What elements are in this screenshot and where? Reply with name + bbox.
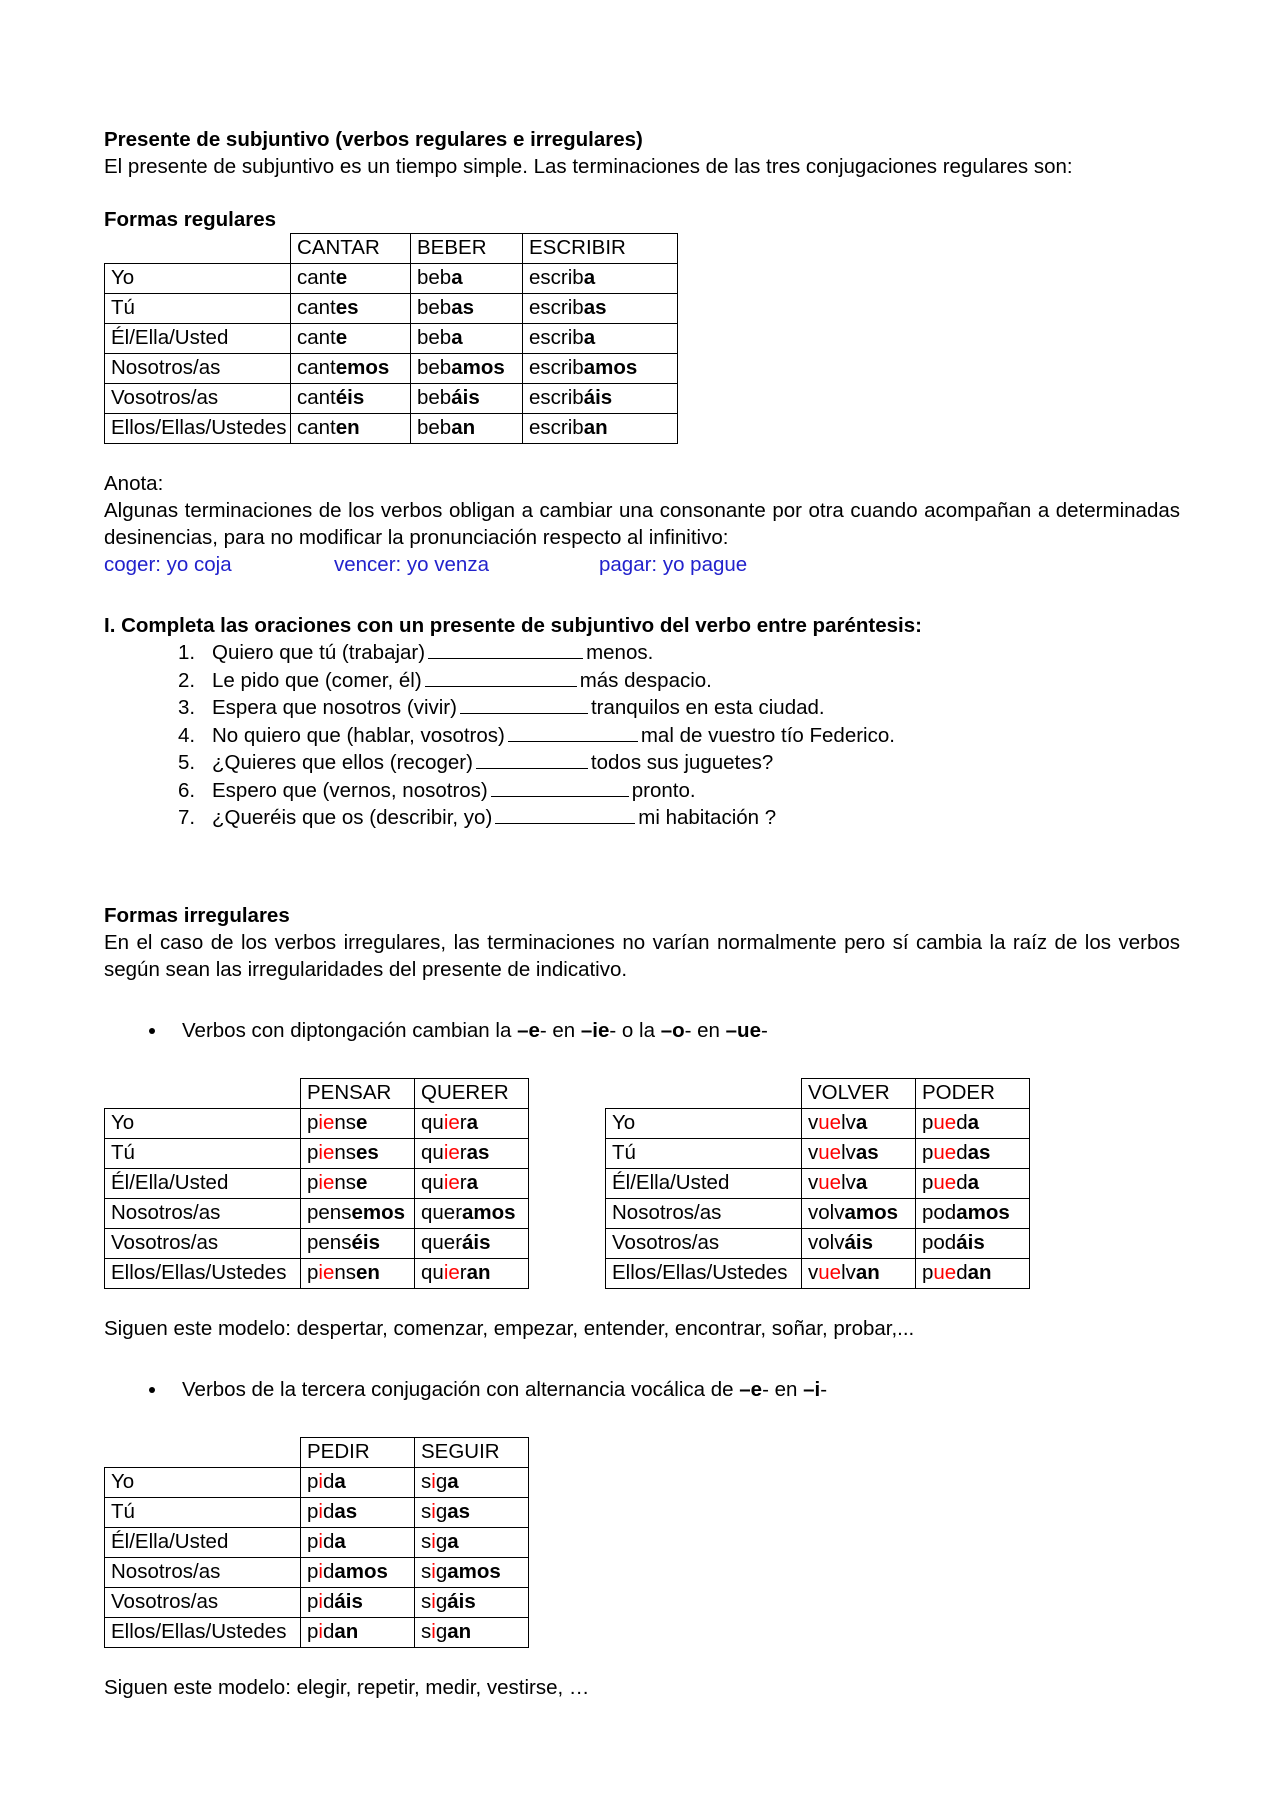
regular-forms-heading: Formas regulares	[104, 208, 277, 231]
conjugated-form: bebamos	[411, 354, 523, 384]
stem-change: i	[318, 1469, 323, 1493]
verb-ending: a	[334, 1469, 346, 1493]
regular-forms-table	[104, 233, 678, 444]
irregular-forms-heading: Formas irregulares	[104, 903, 290, 927]
conjugated-form: sigamos	[415, 1557, 529, 1587]
conjugated-form: bebas	[411, 294, 523, 324]
conjugated-form: cante	[291, 264, 411, 294]
exercise-number: 3.	[178, 696, 196, 719]
bullet-text: - o la	[609, 1018, 661, 1042]
exercise-number: 6.	[178, 778, 196, 802]
stem-change: ie	[443, 1260, 460, 1284]
conjugated-form: cantemos	[291, 354, 411, 384]
column-header-2: PODER	[916, 1078, 1030, 1108]
conjugated-form: pidamos	[301, 1557, 415, 1587]
conjugated-form: podáis	[916, 1228, 1030, 1258]
table-row	[105, 1228, 529, 1258]
table-row	[105, 354, 678, 384]
table-row	[105, 1527, 529, 1557]
verb-ending: as	[466, 1140, 490, 1164]
answer-blank[interactable]	[460, 695, 588, 714]
person-label: Tú	[105, 1497, 301, 1527]
conjugated-form: pidáis	[301, 1587, 415, 1617]
conjugated-form: escribamos	[523, 354, 678, 384]
conjugated-form: pienses	[301, 1138, 415, 1168]
stem-change: ue	[818, 1110, 842, 1134]
volver-poder-table	[605, 1078, 1030, 1289]
person-label: Vosotros/as	[606, 1228, 802, 1258]
person-label: Vosotros/as	[105, 1587, 301, 1617]
answer-blank[interactable]	[508, 723, 638, 742]
table-header-row	[105, 234, 678, 264]
list-item	[178, 722, 1180, 750]
stem-change: ue	[933, 1170, 957, 1194]
conjugated-form: quieran	[415, 1258, 529, 1288]
conjugated-form: beba	[411, 324, 523, 354]
conjugated-form: siga	[415, 1467, 529, 1497]
verb-ending: a	[334, 1529, 346, 1553]
volver-table-body	[606, 1078, 1030, 1288]
exercise-prompt-before: Espera que nosotros (vivir)	[212, 696, 457, 719]
exercise-number: 7.	[178, 806, 196, 829]
stem-change: i	[431, 1619, 436, 1643]
verb-ending: a	[855, 1170, 868, 1194]
stem-change: i	[431, 1589, 436, 1613]
table-row	[105, 1497, 529, 1527]
conjugated-form: pidas	[301, 1497, 415, 1527]
conjugated-form: sigas	[415, 1497, 529, 1527]
conjugated-form: cante	[291, 324, 411, 354]
table-row	[606, 1168, 1030, 1198]
bullet-text: -	[760, 1018, 768, 1042]
conjugated-form: vuelvas	[802, 1138, 916, 1168]
column-header-1: CANTAR	[291, 234, 411, 264]
bullet-text: -	[820, 1377, 828, 1401]
pedir-seguir-table	[104, 1437, 529, 1648]
verb-ending: áis	[956, 1230, 985, 1254]
verb-ending: an	[967, 1260, 992, 1284]
verb-ending: amos	[462, 1200, 516, 1224]
alternancia-bullet-list	[104, 1376, 1180, 1403]
table-row	[606, 1138, 1030, 1168]
bullet-text: - en	[539, 1018, 581, 1042]
table-row	[105, 1617, 529, 1647]
column-header-0	[105, 1078, 301, 1108]
stem-change: ue	[933, 1110, 957, 1134]
verb-ending: amos	[844, 1200, 899, 1224]
conjugated-form: quieras	[415, 1138, 529, 1168]
column-header-2: BEBER	[411, 234, 523, 264]
emphasized-text: –i	[803, 1377, 821, 1401]
orthographic-example: vencer: yo venza	[334, 553, 489, 576]
table-header-row	[105, 1078, 529, 1108]
conjugated-form: volvamos	[802, 1198, 916, 1228]
exercise-prompt-before: Espero que (vernos, nosotros)	[212, 778, 488, 802]
person-label: Tú	[606, 1138, 802, 1168]
exercise-prompt-after: menos.	[586, 641, 654, 664]
conjugated-form: penséis	[301, 1228, 415, 1258]
stem-change: ue	[933, 1260, 957, 1284]
answer-blank[interactable]	[491, 778, 629, 797]
conjugated-form: podamos	[916, 1198, 1030, 1228]
column-header-2: SEGUIR	[415, 1437, 529, 1467]
column-header-1: PENSAR	[301, 1078, 415, 1108]
column-header-0	[105, 234, 291, 264]
conjugated-form: vuelva	[802, 1168, 916, 1198]
stem-change: ie	[318, 1140, 335, 1164]
verb-ending: an	[855, 1260, 880, 1284]
regular-table-body	[105, 234, 678, 444]
conjugated-form: pensemos	[301, 1198, 415, 1228]
emphasized-text: –e	[739, 1377, 763, 1401]
conjugated-form: piense	[301, 1108, 415, 1138]
stem-change: i	[431, 1559, 436, 1583]
conjugated-form: quiera	[415, 1108, 529, 1138]
table-row	[105, 1587, 529, 1617]
table-row	[105, 414, 678, 444]
conjugated-form: vuelva	[802, 1108, 916, 1138]
verb-ending: an	[334, 1619, 359, 1643]
column-header-0	[606, 1078, 802, 1108]
column-header-2: QUERER	[415, 1078, 529, 1108]
conjugated-form: beban	[411, 414, 523, 444]
table-row	[105, 264, 678, 294]
conjugated-form: queráis	[415, 1228, 529, 1258]
conjugated-form: quiera	[415, 1168, 529, 1198]
bullet-text: Verbos con diptongación cambian la	[182, 1018, 518, 1042]
emphasized-text: –e	[517, 1018, 540, 1042]
stem-change: ie	[318, 1110, 335, 1134]
column-header-1: VOLVER	[802, 1078, 916, 1108]
column-header-3: ESCRIBIR	[523, 234, 678, 264]
person-label: Él/Ella/Usted	[105, 1527, 301, 1557]
person-label: Nosotros/as	[105, 354, 291, 384]
table-row	[105, 1108, 529, 1138]
verb-ending: amos	[334, 1559, 388, 1583]
exercise-heading: I. Completa las oraciones con un presente de subjuntivo del verbo entre paréntesis:	[104, 614, 922, 637]
exercise-prompt-before: Quiero que tú (trabajar)	[212, 641, 426, 664]
person-label: Nosotros/as	[105, 1198, 301, 1228]
answer-blank[interactable]	[476, 750, 588, 769]
conjugated-form: canten	[291, 414, 411, 444]
table-row	[105, 384, 678, 414]
conjugated-form: pueda	[916, 1108, 1030, 1138]
conjugated-form: sigan	[415, 1617, 529, 1647]
stem-change: ie	[443, 1170, 460, 1194]
stem-change: ie	[318, 1170, 335, 1194]
conjugated-form: piense	[301, 1168, 415, 1198]
answer-blank[interactable]	[425, 668, 577, 687]
stem-change: ue	[818, 1260, 842, 1284]
person-label: Yo	[105, 264, 291, 294]
table-row	[606, 1228, 1030, 1258]
verb-ending: a	[447, 1529, 459, 1553]
verb-ending: amos	[956, 1200, 1010, 1224]
conjugated-form: volváis	[802, 1228, 916, 1258]
list-item	[178, 804, 1180, 832]
verb-ending: a	[967, 1170, 980, 1194]
page-title: Presente de subjuntivo (verbos regulares e irregulares)	[104, 128, 643, 151]
exercise-number: 5.	[178, 751, 196, 774]
verb-ending: áis	[844, 1230, 873, 1254]
verb-ending: as	[334, 1499, 358, 1523]
alternancia-model-line: Siguen este modelo: elegir, repetir, medir, vestirse, …	[104, 1675, 590, 1699]
conjugated-form: escribáis	[523, 384, 678, 414]
stem-change: i	[318, 1559, 323, 1583]
exercise-prompt-before: ¿Quieres que ellos (recoger)	[212, 751, 473, 774]
table-row	[606, 1198, 1030, 1228]
orthographic-examples	[104, 551, 1180, 578]
conjugated-form: siga	[415, 1527, 529, 1557]
conjugated-form: escriba	[523, 324, 678, 354]
table-row	[105, 1467, 529, 1497]
stem-change: i	[431, 1499, 436, 1523]
list-item	[178, 639, 1180, 667]
verb-ending: a	[466, 1110, 479, 1134]
verb-ending: en	[356, 1260, 380, 1284]
irregular-tables-row	[104, 1078, 1180, 1289]
verb-ending: as	[447, 1499, 471, 1523]
verb-ending: e	[356, 1170, 368, 1194]
table-row	[105, 1168, 529, 1198]
stem-change: i	[318, 1529, 323, 1553]
diptongacion-bullet-list	[104, 1017, 1180, 1044]
verb-ending: es	[356, 1140, 379, 1164]
orthographic-example: coger: yo coja	[104, 553, 232, 576]
person-label: Nosotros/as	[606, 1198, 802, 1228]
conjugated-form: queramos	[415, 1198, 529, 1228]
person-label: Ellos/Ellas/Ustedes	[105, 1258, 301, 1288]
conjugated-form: puedas	[916, 1138, 1030, 1168]
stem-change: ue	[933, 1140, 957, 1164]
conjugated-form: cantéis	[291, 384, 411, 414]
stem-change: i	[318, 1589, 323, 1613]
conjugated-form: vuelvan	[802, 1258, 916, 1288]
emphasized-text: –ue	[725, 1018, 761, 1042]
stem-change: ie	[318, 1260, 335, 1284]
verb-ending: as	[855, 1140, 879, 1164]
conjugated-form: pidan	[301, 1617, 415, 1647]
person-label: Él/Ella/Usted	[606, 1168, 802, 1198]
person-label: Ellos/Ellas/Ustedes	[606, 1258, 802, 1288]
emphasized-text: –o	[660, 1018, 685, 1042]
verb-ending: as	[967, 1140, 991, 1164]
exercise-prompt-before: ¿Queréis que os (describir, yo)	[212, 806, 493, 829]
verb-ending: a	[466, 1170, 479, 1194]
diptongacion-model-line: Siguen este modelo: despertar, comenzar, empezar, entender, encontrar, soñar, probar,...	[104, 1316, 915, 1340]
exercise-prompt-after: todos sus juguetes?	[590, 751, 774, 774]
conjugated-form: escriban	[523, 414, 678, 444]
exercise-prompt-after: pronto.	[631, 778, 696, 802]
exercise-list	[104, 639, 1180, 832]
list-item	[178, 749, 1180, 777]
stem-change: i	[431, 1529, 436, 1553]
stem-change: ie	[443, 1110, 460, 1134]
person-label: Él/Ella/Usted	[105, 1168, 301, 1198]
table-row	[606, 1108, 1030, 1138]
irregular-forms-text: En el caso de los verbos irregulares, las terminaciones no varían normalmente pero sí cambia la raíz de los verbos según sean las irregularidades del presente de indicativo.	[104, 930, 1180, 981]
conjugated-form: beba	[411, 264, 523, 294]
verb-ending: éis	[351, 1230, 380, 1254]
table-row	[105, 294, 678, 324]
stem-change: ue	[818, 1140, 842, 1164]
table-row	[105, 1138, 529, 1168]
conjugated-form: pueda	[916, 1168, 1030, 1198]
pensar-querer-table	[104, 1078, 529, 1289]
exercise-number: 1.	[178, 641, 196, 664]
table-header-row	[105, 1437, 529, 1467]
person-label: Ellos/Ellas/Ustedes	[105, 414, 291, 444]
person-label: Él/Ella/Usted	[105, 324, 291, 354]
pensar-table-body	[105, 1078, 529, 1288]
person-label: Yo	[105, 1467, 301, 1497]
exercise-prompt-after: mal de vuestro tío Federico.	[640, 723, 895, 747]
verb-ending: a	[855, 1110, 868, 1134]
table-row	[105, 1557, 529, 1587]
person-label: Vosotros/as	[105, 384, 291, 414]
person-label: Ellos/Ellas/Ustedes	[105, 1617, 301, 1647]
list-item	[178, 667, 1180, 695]
bullet-text: - en	[684, 1018, 726, 1042]
table-header-row	[606, 1078, 1030, 1108]
exercise-prompt-before: Le pido que (comer, él)	[212, 668, 422, 692]
stem-change: ie	[443, 1140, 460, 1164]
column-header-1: PEDIR	[301, 1437, 415, 1467]
bullet-text: Verbos de la tercera conjugación con alternancia vocálica de	[182, 1377, 740, 1401]
verb-ending: an	[447, 1619, 472, 1643]
exercise-prompt-after: mi habitación ?	[638, 806, 777, 829]
conjugated-form: puedan	[916, 1258, 1030, 1288]
list-item	[178, 694, 1180, 722]
orthographic-example: pagar: yo pague	[599, 553, 748, 576]
conjugated-form: cantes	[291, 294, 411, 324]
exercise-prompt-after: más despacio.	[579, 668, 712, 692]
verb-ending: áis	[462, 1230, 491, 1254]
person-label: Yo	[105, 1108, 301, 1138]
person-label: Nosotros/as	[105, 1557, 301, 1587]
exercise-prompt-after: tranquilos en esta ciudad.	[590, 696, 825, 719]
bullet-text: - en	[762, 1377, 804, 1401]
conjugated-form: pida	[301, 1527, 415, 1557]
exercise-number: 4.	[178, 723, 196, 747]
exercise-number: 2.	[178, 668, 196, 692]
table-row	[105, 1258, 529, 1288]
list-item	[178, 777, 1180, 805]
exercise-prompt-before: No quiero que (hablar, vosotros)	[212, 723, 505, 747]
table-row	[105, 324, 678, 354]
stem-change: i	[318, 1499, 323, 1523]
person-label: Vosotros/as	[105, 1228, 301, 1258]
person-label: Tú	[105, 294, 291, 324]
verb-ending: e	[356, 1110, 368, 1134]
verb-ending: amos	[447, 1559, 501, 1583]
anota-label: Anota:	[104, 472, 164, 495]
pedir-table-body	[105, 1437, 529, 1647]
stem-change: i	[318, 1619, 323, 1643]
conjugated-form: pida	[301, 1467, 415, 1497]
answer-blank[interactable]	[428, 640, 583, 659]
verb-ending: áis	[447, 1589, 476, 1613]
conjugated-form: escribas	[523, 294, 678, 324]
alternancia-bullet	[168, 1376, 1180, 1403]
intro-paragraph: El presente de subjuntivo es un tiempo simple. Las terminaciones de las tres conjugaciones regulares son:	[104, 155, 1073, 178]
table-row	[105, 1198, 529, 1228]
stem-change: i	[431, 1469, 436, 1493]
answer-blank[interactable]	[495, 805, 635, 824]
conjugated-form: sigáis	[415, 1587, 529, 1617]
table-row	[606, 1258, 1030, 1288]
verb-ending: emos	[351, 1200, 406, 1224]
verb-ending: a	[447, 1469, 459, 1493]
stem-change: ue	[818, 1170, 842, 1194]
conjugated-form: escriba	[523, 264, 678, 294]
anota-text: Algunas terminaciones de los verbos obligan a cambiar una consonante por otra cuando acompañan a determinadas desinencias, para no modificar la pronunciación respecto al infinitivo:	[104, 499, 1180, 549]
conjugated-form: bebáis	[411, 384, 523, 414]
diptongacion-bullet	[168, 1017, 1180, 1044]
verb-ending: an	[466, 1260, 491, 1284]
column-header-0	[105, 1437, 301, 1467]
conjugated-form: piensen	[301, 1258, 415, 1288]
person-label: Tú	[105, 1138, 301, 1168]
verb-ending: áis	[334, 1589, 363, 1613]
verb-ending: a	[967, 1110, 980, 1134]
person-label: Yo	[606, 1108, 802, 1138]
emphasized-text: –ie	[580, 1018, 610, 1042]
